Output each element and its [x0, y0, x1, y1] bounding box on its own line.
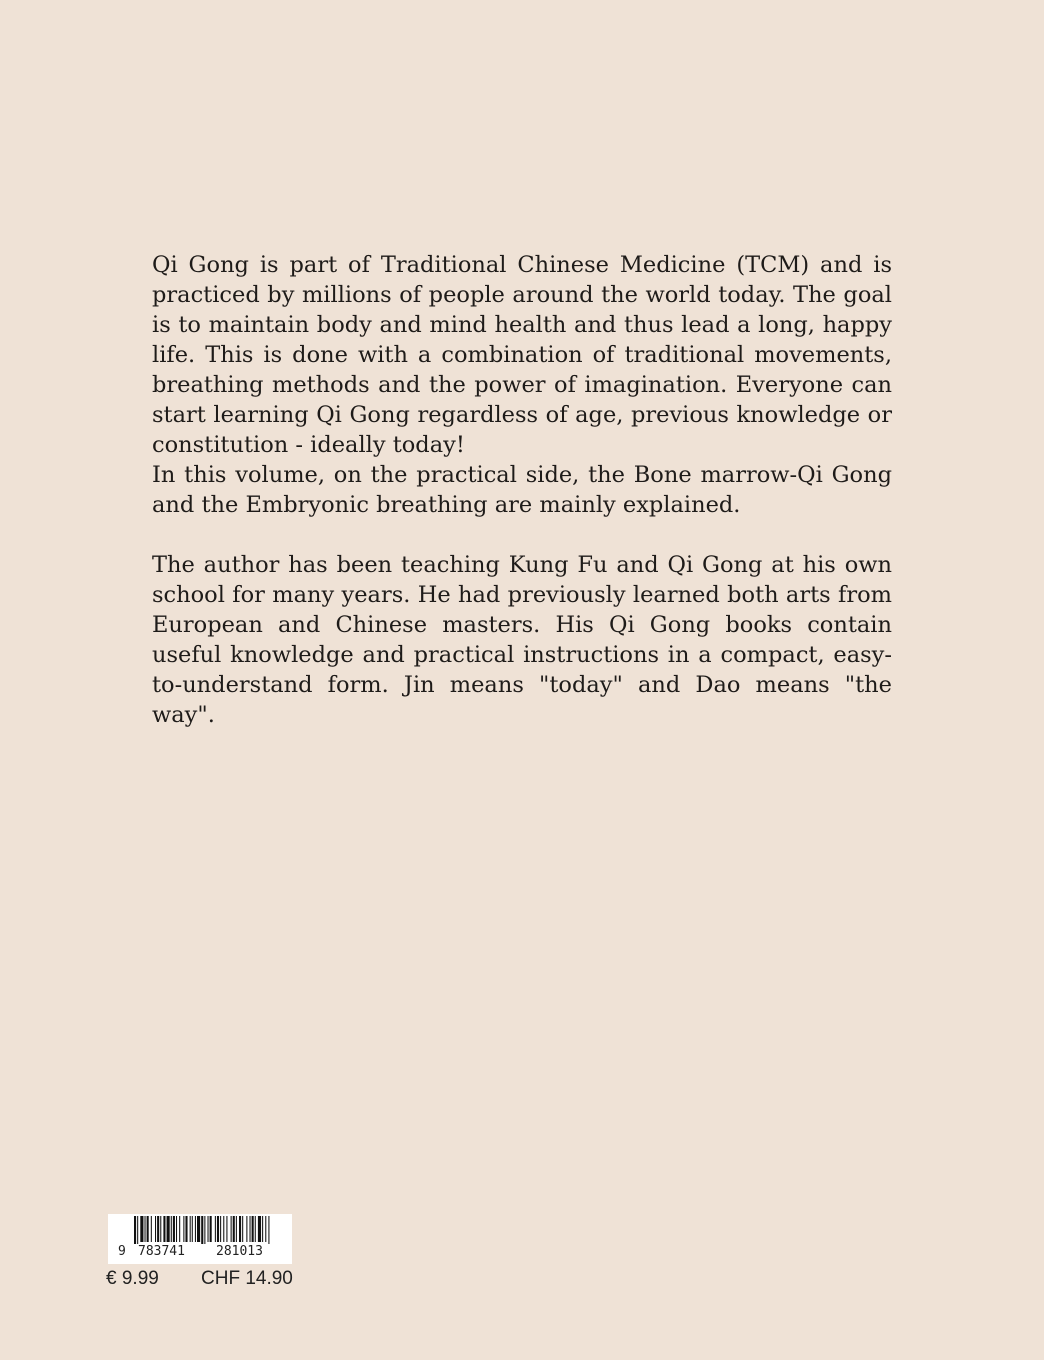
- barcode-bar: [137, 1216, 138, 1244]
- barcode-bars: [108, 1214, 292, 1244]
- barcode-bar: [176, 1216, 177, 1242]
- barcode-bar: [262, 1216, 263, 1242]
- barcode-bar: [208, 1216, 209, 1242]
- barcode-bar: [239, 1216, 241, 1242]
- barcode-bar: [185, 1216, 187, 1242]
- back-cover-blurb: [152, 250, 892, 730]
- barcode-bar: [173, 1216, 175, 1242]
- barcode-bar: [134, 1216, 136, 1244]
- price-chf: CHF 14.90: [201, 1268, 293, 1289]
- barcode-bar: [160, 1216, 161, 1242]
- barcode-digits-left: 783741: [138, 1244, 185, 1259]
- barcode-bar: [231, 1216, 232, 1242]
- barcode-bar: [246, 1216, 247, 1242]
- price-eur: € 9.99: [106, 1268, 159, 1289]
- barcode-bar: [210, 1216, 212, 1242]
- barcode-bar: [192, 1216, 193, 1242]
- barcode-bar: [223, 1216, 224, 1242]
- barcode-bar: [265, 1216, 266, 1242]
- barcode-bar: [145, 1216, 146, 1242]
- barcode-bar: [242, 1216, 243, 1242]
- barcode-bar: [255, 1216, 256, 1242]
- barcode-bar: [268, 1216, 269, 1244]
- barcode-bar: [155, 1216, 156, 1242]
- blurb-paragraph-author: The author has been teaching Kung Fu and Qi Gong at his own school for many years. He had previously learned both arts from European and Chinese masters. His Qi Gong books contain useful knowledge and practical instructions in a compact, easy-to-understand form. Jin means "today" and Dao means "the way".: [152, 552, 892, 728]
- barcode-digit-first: 9: [118, 1244, 126, 1259]
- barcode-digits: [108, 1244, 292, 1262]
- barcode-bar: [171, 1216, 172, 1242]
- isbn-barcode: [108, 1214, 292, 1264]
- blurb-paragraph-volume: In this volume, on the practical side, the Bone marrow-Qi Gong and the Embryonic breathing are mainly explained.: [152, 462, 892, 518]
- barcode-bar: [197, 1216, 200, 1242]
- barcode-bar: [195, 1216, 196, 1242]
- barcode-bar: [252, 1216, 254, 1242]
- barcode-bar: [204, 1216, 205, 1244]
- barcode-bar: [215, 1216, 216, 1242]
- barcode-digits-right: 281013: [216, 1244, 263, 1259]
- barcode-bar: [220, 1216, 221, 1242]
- barcode-bar: [163, 1216, 165, 1242]
- barcode-bar: [250, 1216, 251, 1242]
- barcode-bar: [201, 1216, 203, 1244]
- barcode-bar: [157, 1216, 159, 1242]
- barcode-bar: [258, 1216, 261, 1242]
- barcode-bar: [190, 1216, 191, 1242]
- blurb-paragraph-intro: Qi Gong is part of Traditional Chinese Medicine (TCM) and is practiced by millions of people around the world today. The goal is to maintain body and mind health and thus lead a long, happy life. This is done with a combination of traditional movements, breathing methods and the power of imagination. Everyone can start learning Qi Gong regardless of age, previous knowledge or constitution - ideally today!: [152, 252, 892, 458]
- barcode-bar: [147, 1216, 149, 1242]
- barcode-bar: [183, 1216, 184, 1242]
- barcode-bar: [217, 1216, 219, 1242]
- barcode-bar: [236, 1216, 237, 1242]
- barcode-bar: [167, 1216, 170, 1242]
- barcode-bar: [179, 1216, 180, 1242]
- barcode-bar: [140, 1216, 143, 1242]
- barcode-bar: [151, 1216, 152, 1242]
- barcode-bar: [233, 1216, 235, 1242]
- barcode-bar: [226, 1216, 227, 1242]
